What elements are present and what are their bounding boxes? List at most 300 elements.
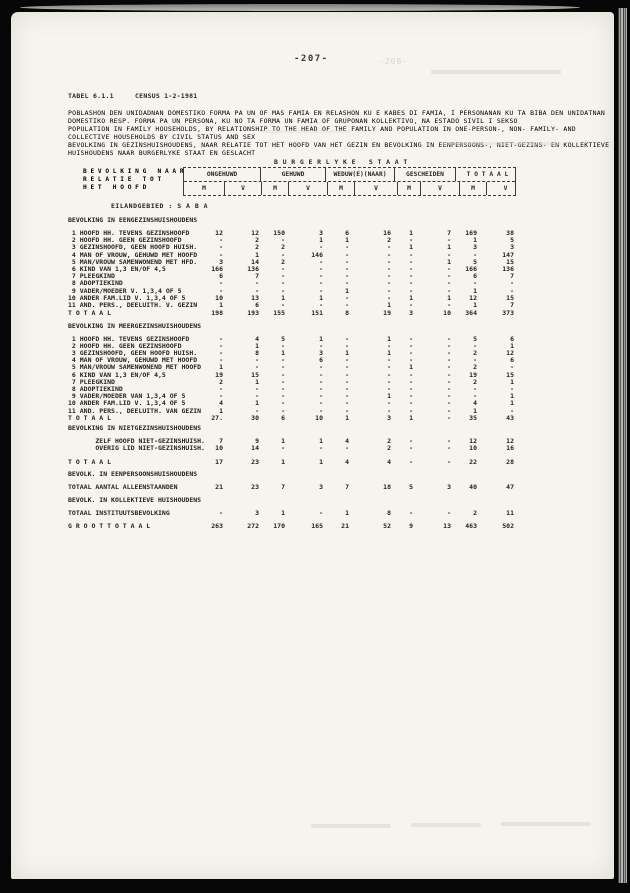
cell-value: -	[281, 286, 285, 295]
cell-value: 40	[469, 483, 477, 491]
cell-value: -	[409, 370, 413, 379]
cell-value: 1	[281, 458, 285, 466]
cell-value: 6	[345, 229, 349, 237]
row-label: 2 HOOFD HH. GEEN GEZINSHOOFD	[68, 341, 182, 350]
bleed-through-smudge	[311, 824, 391, 828]
cell-value: 16	[383, 229, 391, 237]
cell-value: 30	[251, 414, 259, 422]
cell-value: 1	[409, 414, 413, 422]
cell-value: 10	[443, 309, 451, 317]
cell-value: -	[447, 370, 451, 379]
row-label: OVERIG LID NIET-GEZINSHUISH.	[68, 444, 205, 453]
row-label: 10 ANDER FAM.LID V. 1,3,4 OF 5	[68, 293, 186, 302]
cell-value: 1	[281, 437, 285, 445]
cell-value: -	[319, 509, 323, 517]
stub-header	[83, 168, 184, 192]
cell-value: 12	[469, 437, 477, 445]
cell-value: -	[409, 406, 413, 415]
cell-value: -	[447, 458, 451, 466]
cell-value: -	[447, 437, 451, 445]
cell-value: -	[409, 392, 413, 401]
cell-value: 146	[311, 250, 323, 259]
cell-value: -	[447, 286, 451, 295]
cell-value: -	[281, 272, 285, 281]
cell-value: 147	[502, 250, 514, 259]
cell-value: 2	[255, 236, 259, 245]
cell-value: -	[281, 399, 285, 408]
cell-value: -	[219, 334, 223, 343]
cell-value: -	[345, 363, 349, 372]
column-group-label: WEDUW(E)(NAAR)	[325, 168, 394, 181]
ghost-page-number: -208-	[379, 57, 409, 66]
cell-value: -	[319, 272, 323, 281]
cell-value: 1	[447, 257, 451, 266]
cell-value: 5	[281, 334, 285, 343]
cell-value: -	[281, 356, 285, 365]
cell-value: -	[281, 370, 285, 379]
cell-value: 13	[251, 293, 259, 302]
page-stack-edge	[618, 8, 627, 883]
cell-value: 1	[219, 363, 223, 372]
cell-value: 15	[506, 293, 514, 302]
cell-value: -	[447, 509, 451, 517]
cell-value: 1	[473, 406, 477, 415]
cell-value: -	[409, 399, 413, 408]
cell-value: 1	[345, 509, 349, 517]
cell-value: 19	[469, 370, 477, 379]
stub-header-line: H E T H O O F D	[83, 184, 147, 191]
cell-value: 6	[255, 301, 259, 309]
cell-value: 1	[510, 341, 514, 350]
cell-value: 6	[319, 356, 323, 365]
cell-value: 1	[219, 301, 223, 309]
cell-value: 2	[473, 363, 477, 372]
grand-total-row	[68, 522, 514, 530]
cell-value: 136	[502, 265, 514, 273]
cell-value: -	[281, 392, 285, 401]
cell-value: -	[409, 265, 413, 273]
total-row	[68, 414, 514, 422]
cell-value: -	[345, 279, 349, 288]
cell-value: 9	[255, 437, 259, 445]
total-row	[68, 309, 514, 317]
cell-value: 2	[387, 444, 391, 453]
cell-value: 15	[506, 257, 514, 266]
cell-value: 155	[273, 309, 285, 317]
cell-value: -	[387, 265, 391, 273]
cell-value: 1	[473, 286, 477, 295]
cell-value: 3	[409, 309, 413, 317]
row-label: 10 ANDER FAM.LID V. 1,3,4 OF 5	[68, 399, 186, 408]
cell-value: 52	[383, 522, 391, 530]
cell-value: -	[409, 279, 413, 288]
cell-value: -	[447, 272, 451, 281]
cell-value: 2	[281, 257, 285, 266]
cell-value: -	[447, 406, 451, 415]
row-label: 8 ADOPTIEKIND	[68, 279, 123, 288]
cell-value: 2	[473, 377, 477, 386]
cell-value: 1	[345, 286, 349, 295]
cell-value: -	[255, 279, 259, 288]
cell-value: -	[387, 250, 391, 259]
sub-column-label: M	[459, 182, 486, 195]
cell-value: -	[447, 399, 451, 408]
row-label: 4 MAN OF VROUW, GEHUWD MET HOOFD	[68, 356, 198, 365]
cell-value: 4	[219, 399, 223, 408]
column-group-label: ONGEHUWD	[206, 171, 238, 178]
cell-value: -	[409, 286, 413, 295]
cell-value: 1	[387, 334, 391, 343]
total-row	[68, 458, 514, 466]
cell-value: 272	[247, 522, 259, 530]
cell-value: -	[473, 356, 477, 365]
cell-value: -	[255, 392, 259, 401]
cell-value: 10	[215, 444, 223, 453]
cell-value: -	[281, 250, 285, 259]
cell-value: 7	[345, 483, 349, 491]
cell-value: 3	[255, 509, 259, 517]
cell-value: -	[510, 406, 514, 415]
cell-value: 1	[473, 301, 477, 309]
column-group-label: T O T A A L	[455, 168, 519, 181]
row-label: 9 VADER/MOEDER V. 1,3,4 OF 5	[68, 286, 182, 295]
cell-value: -	[319, 444, 323, 453]
row-label: 4 MAN OF VROUW, GEHUWD MET HOOFD	[68, 250, 198, 259]
cell-value: 12	[506, 437, 514, 445]
cell-value: 3	[387, 414, 391, 422]
cell-value: -	[281, 377, 285, 386]
cell-value: -	[255, 286, 259, 295]
cell-value: 3	[319, 229, 323, 237]
cell-value: 5	[510, 236, 514, 245]
sub-column-label: V	[288, 182, 327, 195]
cell-value: 1	[409, 363, 413, 372]
cell-value: 1	[510, 377, 514, 386]
section-heading: BEVOLKING IN EENGEZINSHUISHOUDENS	[68, 216, 198, 224]
cell-value: -	[387, 384, 391, 393]
row-label: 8 ADOPTIEKIND	[68, 384, 123, 393]
intro-line: POBLASHON DEN UNIDADNAN DOMESTIKO FORMA PA UN OF MAS FAMIA EN RELASHON KU E KABES DI FAMIA, I PERSONANAN KU TA BIBA DEN UNIDATNAN	[68, 109, 606, 117]
cell-value: 35	[469, 414, 477, 422]
cell-value: 1	[319, 437, 323, 445]
cell-value: -	[345, 243, 349, 252]
cell-value: -	[219, 286, 223, 295]
cell-value: 5	[473, 257, 477, 266]
cell-value: 7	[219, 437, 223, 445]
cell-value: -	[319, 279, 323, 288]
cell-value: -	[319, 406, 323, 415]
cell-value: 12	[215, 229, 223, 237]
cell-value: 4	[473, 399, 477, 408]
sub-column-label: V	[420, 182, 459, 195]
cell-value: 2	[219, 377, 223, 386]
bleed-through-smudge	[431, 70, 561, 74]
cell-value: 17	[215, 458, 223, 466]
cell-value: -	[319, 392, 323, 401]
cell-value: 1	[281, 293, 285, 302]
cell-value: -	[409, 250, 413, 259]
cell-value: -	[447, 384, 451, 393]
row-label: 5 MAN/VROUW SAMENWONEND MET HFD.	[68, 257, 198, 266]
cell-value: 7	[447, 229, 451, 237]
cell-value: -	[219, 509, 223, 517]
cell-value: -	[409, 377, 413, 386]
cell-value: 1	[255, 341, 259, 350]
cell-value: -	[345, 334, 349, 343]
cell-value: -	[387, 279, 391, 288]
cell-value: -	[219, 243, 223, 252]
cell-value: -	[409, 509, 413, 517]
data-row	[68, 444, 514, 452]
cell-value: 1	[281, 348, 285, 357]
column-group-row	[184, 168, 515, 182]
cell-value: -	[281, 279, 285, 288]
cell-value: 3	[447, 483, 451, 491]
cell-value: 14	[251, 444, 259, 453]
cell-value: -	[447, 377, 451, 386]
cell-value: -	[345, 356, 349, 365]
cell-value: 1	[409, 243, 413, 252]
cell-value: 6	[219, 272, 223, 281]
cell-value: 2	[473, 509, 477, 517]
cell-value: -	[473, 384, 477, 393]
cell-value: 6	[510, 334, 514, 343]
row-label: 1 HOOFD HH. TEVENS GEZINSHOOFD	[68, 334, 190, 343]
cell-value: 4	[255, 334, 259, 343]
cell-value: 166	[465, 265, 477, 273]
cell-value: -	[319, 363, 323, 372]
sub-column-label: M	[261, 182, 288, 195]
region-label: EILANDGEBIED : S A B A	[111, 202, 209, 210]
cell-value: -	[409, 236, 413, 245]
intro-paragraph	[68, 109, 609, 157]
stub-header-line: R E L A T I E T O T	[83, 176, 162, 183]
cell-value: 1	[387, 348, 391, 357]
cell-value: 1	[255, 399, 259, 408]
cell-value: -	[345, 392, 349, 401]
cell-value: 11	[506, 509, 514, 517]
section-heading: BEVOLKING IN MEERGEZINSHUISHOUDENS	[68, 322, 202, 330]
page-number: -207-	[294, 54, 329, 64]
cell-value: -	[447, 444, 451, 453]
cell-value: -	[387, 272, 391, 281]
cell-value: 1	[255, 377, 259, 386]
cell-value: -	[409, 334, 413, 343]
cell-value: -	[387, 399, 391, 408]
cell-value: 5	[473, 334, 477, 343]
bleed-through-smudge	[411, 823, 481, 827]
cell-value: -	[281, 265, 285, 273]
cell-value: -	[447, 301, 451, 309]
document-page	[11, 12, 614, 879]
cell-value: -	[510, 384, 514, 393]
cell-value: 13	[443, 522, 451, 530]
intro-line: DOMESTIKO RESP. FORMA PA UN PERSONA, KU NO TA FORMA UN FAMIA OF GRUPONAN KOLLEKTIVO, NA ESTADO SIVIL I SEKSO	[68, 117, 518, 125]
cell-value: 1	[387, 301, 391, 309]
cell-value: -	[510, 363, 514, 372]
cell-value: -	[345, 272, 349, 281]
cell-value: 150	[273, 229, 285, 237]
cell-value: -	[281, 406, 285, 415]
cell-value: 19	[215, 370, 223, 379]
cell-value: 263	[211, 522, 223, 530]
cell-value: 22	[469, 458, 477, 466]
cell-value: -	[255, 356, 259, 365]
cell-value: 7	[281, 483, 285, 491]
cell-value: -	[255, 406, 259, 415]
cell-value: -	[473, 279, 477, 288]
cell-value: 1	[219, 406, 223, 415]
grand-total-label: G R O O T T O T A A L	[68, 522, 151, 530]
bleed-through-smudge	[501, 822, 591, 826]
row-label: 6 KIND VAN 1,3 EN/OF 4,5	[68, 370, 166, 379]
cell-value: -	[447, 356, 451, 365]
row-label: 3 GEZINSHOOFD, GEEN HOOFD HUISH.	[68, 348, 198, 357]
cell-value: -	[219, 236, 223, 245]
cell-value: -	[409, 444, 413, 453]
cell-value: -	[387, 341, 391, 350]
cell-value: 1	[409, 293, 413, 302]
cell-value: -	[345, 265, 349, 273]
cell-value: -	[409, 257, 413, 266]
cell-value: -	[387, 286, 391, 295]
cell-value: 1	[510, 399, 514, 408]
row-label: 6 KIND VAN 1,3 EN/OF 4,5	[68, 265, 166, 273]
cell-value: -	[387, 293, 391, 302]
cell-value: 1	[281, 509, 285, 517]
cell-value: 8	[255, 348, 259, 357]
cell-value: -	[409, 437, 413, 445]
cell-value: 18	[383, 483, 391, 491]
cell-value: -	[219, 392, 223, 401]
cell-value: -	[473, 392, 477, 401]
cell-value: 170	[273, 522, 285, 530]
cell-value: 193	[247, 309, 259, 317]
cell-value: -	[387, 356, 391, 365]
cell-value: 502	[502, 522, 514, 530]
cell-value: -	[219, 279, 223, 288]
cell-value: 12	[251, 229, 259, 237]
cell-value: -	[447, 334, 451, 343]
cell-value: -	[319, 301, 323, 309]
row-label: ZELF HOOFD NIET-GEZINSHUISH.	[68, 437, 205, 445]
cell-value: 10	[215, 293, 223, 302]
intro-line: COLLECTIVE HOUSEHOLDS BY CIVIL STATUS AND SEX	[68, 133, 256, 141]
cell-value: -	[409, 384, 413, 393]
cell-value: -	[409, 341, 413, 350]
cell-value: -	[473, 341, 477, 350]
cell-value: 2	[473, 348, 477, 357]
cell-value: -	[345, 399, 349, 408]
cell-value: -	[447, 341, 451, 350]
cell-value: 1	[510, 392, 514, 401]
cell-value: 10	[469, 444, 477, 453]
cell-value: -	[447, 363, 451, 372]
cell-value: 3	[219, 257, 223, 266]
cell-value: -	[255, 384, 259, 393]
cell-value: -	[447, 279, 451, 288]
cell-value: 4	[345, 458, 349, 466]
cell-value: 2	[255, 243, 259, 252]
cell-value: -	[281, 363, 285, 372]
cell-value: 43	[506, 414, 514, 422]
section-heading: BEVOLK. IN EENPERSOONSHUISHOUDENS	[68, 470, 198, 478]
cell-value: -	[219, 250, 223, 259]
cell-value: -	[447, 236, 451, 245]
cell-value: 23	[251, 458, 259, 466]
cell-value: -	[319, 265, 323, 273]
cell-value: 6	[473, 272, 477, 281]
cell-value: 463	[465, 522, 477, 530]
column-group-label: GEHUWD	[260, 168, 325, 181]
cell-value: 2	[387, 236, 391, 245]
intro-line: HUISHOUDENS NAAR BURGERLYKE STAAT EN GESLACHT	[68, 149, 256, 157]
page-edge-shading	[20, 4, 580, 11]
cell-value: 1	[447, 293, 451, 302]
table-title: B U R G E R L Y K E S T A A T	[274, 158, 408, 166]
cell-value: 1	[387, 392, 391, 401]
cell-value: -	[447, 250, 451, 259]
cell-value: 21	[341, 522, 349, 530]
cell-value: 19	[383, 309, 391, 317]
cell-value: -	[319, 399, 323, 408]
cell-value: -	[219, 384, 223, 393]
cell-value: -	[387, 257, 391, 266]
cell-value: -	[345, 377, 349, 386]
cell-value: 166	[211, 265, 223, 273]
sub-column-label: V	[486, 182, 524, 195]
cell-value: -	[409, 458, 413, 466]
cell-value: -	[447, 414, 451, 422]
cell-value: 14	[251, 257, 259, 266]
cell-value: -	[345, 301, 349, 309]
cell-value: -	[319, 286, 323, 295]
cell-value: 28	[506, 458, 514, 466]
cell-value: 21	[215, 483, 223, 491]
cell-value: -	[409, 272, 413, 281]
cell-value: 6	[281, 414, 285, 422]
cell-value: -	[409, 301, 413, 309]
row-label: 7 PLEEGKIND	[68, 377, 115, 386]
cell-value: -	[319, 370, 323, 379]
cell-value: -	[345, 406, 349, 415]
cell-value: -	[345, 250, 349, 259]
cell-value: -	[387, 243, 391, 252]
cell-value: 136	[247, 265, 259, 273]
row-label: 1 HOOFD HH. TEVENS GEZINSHOOFD	[68, 229, 190, 237]
cell-value: 4	[387, 458, 391, 466]
cell-value: 1	[409, 229, 413, 237]
cell-value: -	[387, 377, 391, 386]
cell-value: 1	[319, 458, 323, 466]
cell-value: -	[387, 363, 391, 372]
cell-value: 3	[473, 243, 477, 252]
cell-value: -	[319, 384, 323, 393]
cell-value: 23	[251, 483, 259, 491]
cell-value: -	[473, 250, 477, 259]
cell-value: -	[219, 348, 223, 357]
cell-value: 1	[447, 243, 451, 252]
cell-value: 3	[510, 243, 514, 252]
table-header-box	[183, 167, 516, 196]
cell-value: 2	[281, 243, 285, 252]
cell-value: 1	[255, 250, 259, 259]
row-label: 5 MAN/VROUW SAMENWONEND MET HOOFD	[68, 363, 202, 372]
census-label: CENSUS 1-2-1981	[135, 92, 198, 100]
cell-value: 9	[409, 522, 413, 530]
cell-value: 8	[387, 509, 391, 517]
cell-value: 1	[319, 236, 323, 245]
